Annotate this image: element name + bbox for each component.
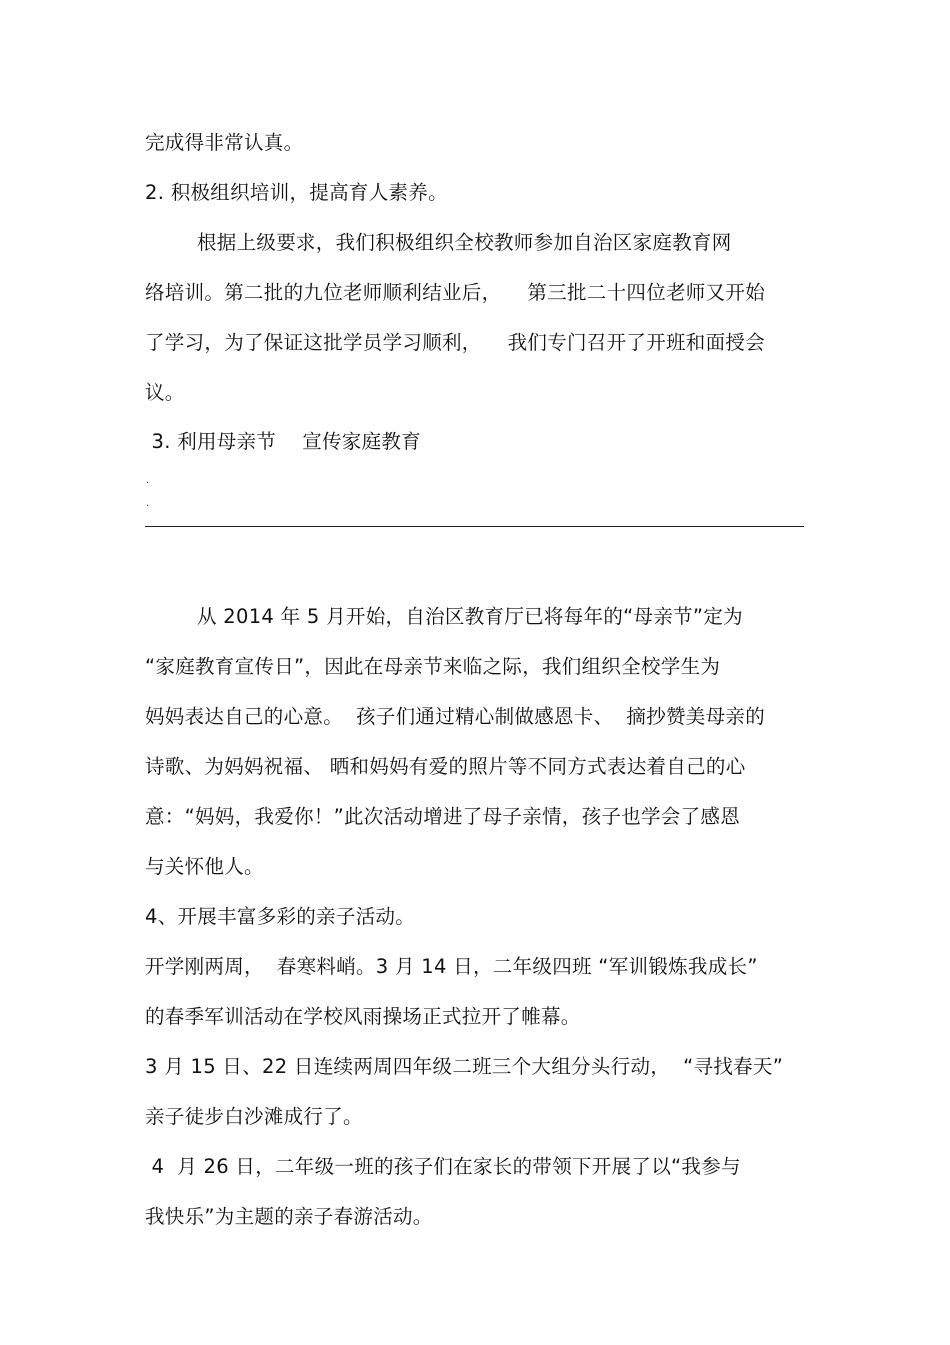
paragraph-line: 的春季军训活动在学校风雨操场正式拉开了帷幕。 bbox=[145, 1005, 581, 1028]
paragraph-line: 从 2014 年 5 月开始，自治区教育厅已将每年的“母亲节”定为 bbox=[145, 605, 743, 628]
paragraph-line: 妈妈表达自己的心意。 孩子们通过精心制做感恩卡、 摘抄赞美母亲的 bbox=[145, 705, 765, 728]
paragraph-line: 4 月 26 日，二年级一班的孩子们在家长的带领下开展了以“我参与 bbox=[145, 1155, 741, 1178]
paragraph-line: 了学习，为了保证这批学员学习顺利， 我们专门召开了开班和面授会 bbox=[145, 331, 765, 354]
page-mark: . bbox=[146, 475, 150, 486]
section-heading-4: 4、开展丰富多彩的亲子活动。 bbox=[145, 905, 416, 928]
paragraph-line: 根据上级要求，我们积极组织全校教师参加自治区家庭教育网 bbox=[145, 231, 732, 254]
section-heading-3: 3. 利用母亲节 宣传家庭教育 bbox=[145, 430, 421, 453]
paragraph-line: 议。 bbox=[145, 381, 185, 404]
page-break-divider bbox=[145, 526, 804, 527]
paragraph-line: 3 月 15 日、22 日连续两周四年级二班三个大组分头行动， “寻找春天” bbox=[145, 1055, 784, 1078]
paragraph-line: 意：“妈妈，我爱你！”此次活动增进了母子亲情，孩子也学会了感恩 bbox=[145, 805, 741, 828]
section-heading-2: 2. 积极组织培训，提高育人素养。 bbox=[145, 181, 448, 204]
paragraph-line: “家庭教育宣传日”，因此在母亲节来临之际，我们组织全校学生为 bbox=[145, 655, 721, 678]
paragraph-line: 与关怀他人。 bbox=[145, 855, 264, 878]
paragraph-line: 络培训。第二批的九位老师顺利结业后， 第三批二十四位老师又开始 bbox=[145, 281, 765, 304]
page-mark: . bbox=[146, 498, 150, 509]
paragraph-line: 亲子徒步白沙滩成行了。 bbox=[145, 1105, 363, 1128]
paragraph-line: 诗歌、为妈妈祝福、 晒和妈妈有爱的照片等不同方式表达着自己的心 bbox=[145, 755, 746, 778]
paragraph-line: 我快乐”为主题的亲子春游活动。 bbox=[145, 1205, 433, 1228]
paragraph-line: 完成得非常认真。 bbox=[145, 131, 304, 154]
paragraph-line: 开学刚两周， 春寒料峭。3 月 14 日，二年级四班 “军训锻炼我成长” bbox=[145, 955, 758, 978]
